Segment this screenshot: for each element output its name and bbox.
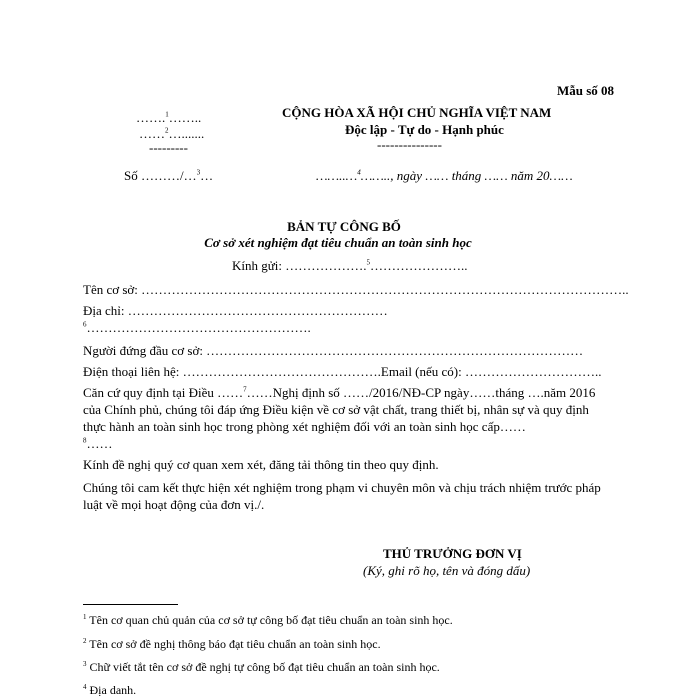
address-field: Địa chỉ: …………………………………………………… <box>83 303 388 318</box>
reference-number: Số ………/…$^3$… <box>124 168 214 183</box>
legal-basis-paragraph: Căn cứ quy định tại Điều ……$^7$……Nghị định số ……/2016/NĐ-CP ngày……tháng ….năm 2016 của Chính phủ, chúng tôi đáp ứng Điều kiện về cơ sở vật chất, trang thiết bị, nhân sự và quy định thực hành an toàn sinh học trong phòng xét nghiệm đối với an toàn sinh học cấp…… $^8$…… <box>83 385 596 451</box>
left-divider: --------- <box>149 140 188 155</box>
signature-note: (Ký, ghi rõ họ, tên và đóng dấu) <box>363 563 531 578</box>
phone-email-field: Điện thoại liên hệ: ……………………………………….Email (nếu có): ………………………….. <box>83 364 602 379</box>
footnote-3: $^3$ Chữ viết tắt tên cơ sở đề nghị tự công bố đạt tiêu chuẩn an toàn sinh học. <box>83 660 440 674</box>
facility-line: ……$^2$…....... <box>139 126 205 141</box>
agency-line: …….$^1$…….. <box>136 110 202 125</box>
request-paragraph: Kính đề nghị quý cơ quan xem xét, đăng tải thông tin theo quy định. <box>83 457 439 472</box>
commitment-paragraph: Chúng tôi cam kết thực hiện xét nghiệm trong phạm vi chuyên môn và chịu trách nhiệm trước pháp luật về mọi hoạt động của đơn vị./. <box>83 480 601 512</box>
signature-title: THỦ TRƯỞNG ĐƠN VỊ <box>383 546 522 561</box>
document-title: BẢN TỰ CÔNG BỐ <box>287 219 401 234</box>
place-date-line: ……..…$^4$…….., ngày …… tháng …… năm 20…… <box>316 168 573 183</box>
recipient-line: Kính gửi: ……………….$^5$………………….. <box>232 258 468 273</box>
facility-name-field: Tên cơ sở: ………………………………………………………………………………………………….. <box>83 282 629 297</box>
right-divider: --------------- <box>377 137 442 152</box>
footnote-2: $^2$ Tên cơ sở đề nghị thông báo đạt tiêu chuẩn an toàn sinh học. <box>83 637 381 651</box>
document-subtitle: Cơ sở xét nghiệm đạt tiêu chuẩn an toàn sinh học <box>204 235 472 250</box>
footnote-4: $^4$ Địa danh. <box>83 683 137 697</box>
footnote6-line: $^6$……………………………………………. <box>83 320 311 335</box>
footnote-1: $^1$ Tên cơ quan chủ quản của cơ sở tự công bố đạt tiêu chuẩn an toàn sinh học. <box>83 613 453 627</box>
footnote-separator <box>83 604 178 605</box>
head-of-facility-field: Người đứng đầu cơ sở: …………………………………………………………………………… <box>83 343 584 358</box>
country-name: CỘNG HÒA XÃ HỘI CHỦ NGHĨA VIỆT NAM <box>282 105 552 120</box>
form-number: Mẫu số 08 <box>557 83 615 98</box>
national-motto: Độc lập - Tự do - Hạnh phúc <box>345 122 504 137</box>
